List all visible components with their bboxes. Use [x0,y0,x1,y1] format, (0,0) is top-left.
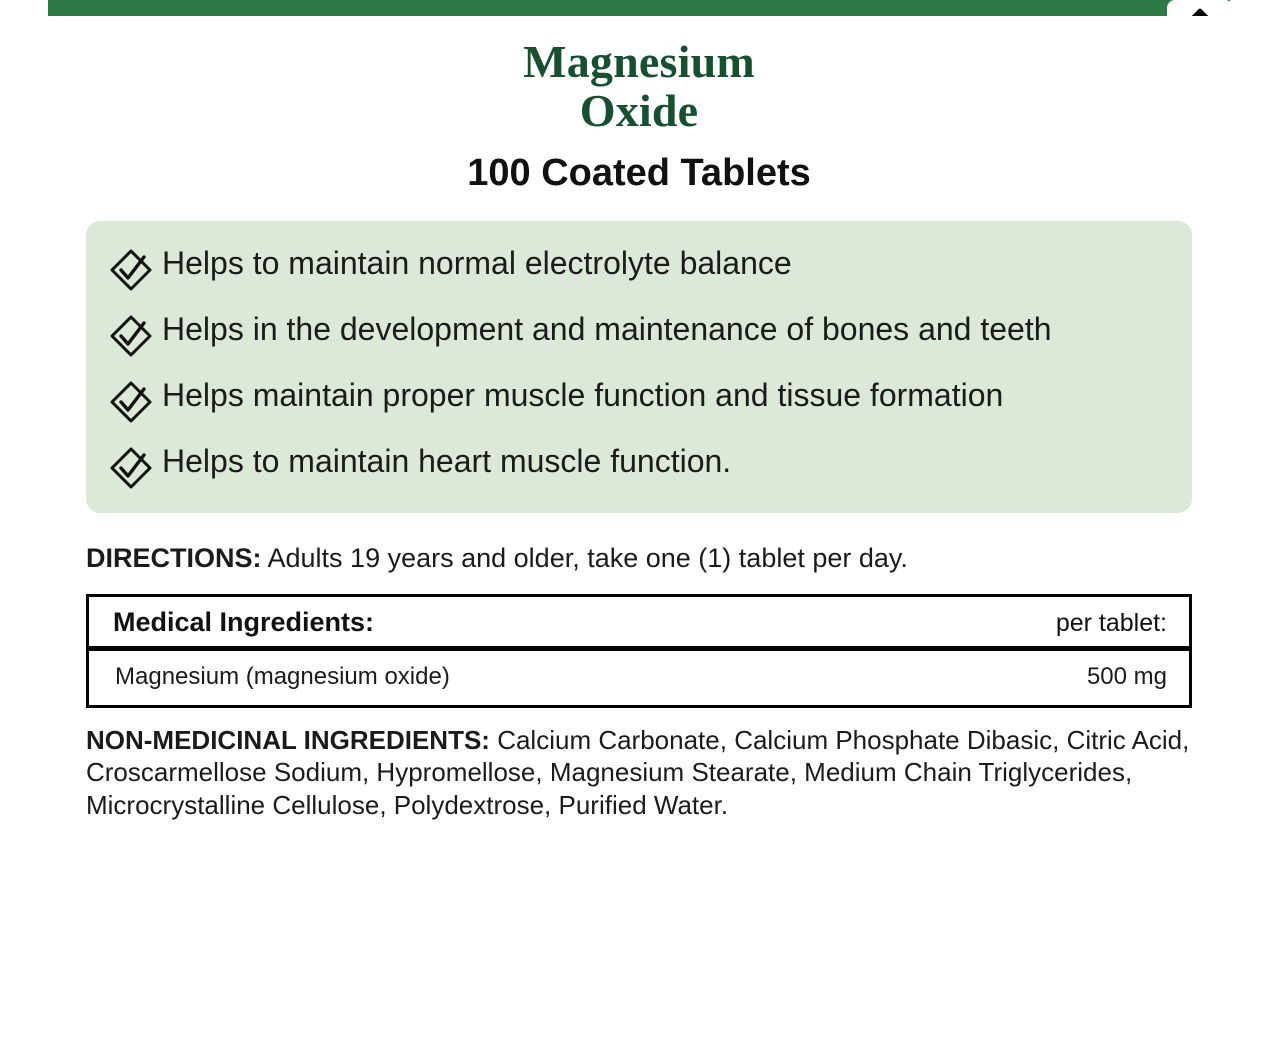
table-header-row [89,597,1189,651]
page-title [48,16,1230,136]
claim-item [108,309,1172,359]
claim-item [108,375,1172,425]
directions-label: DIRECTIONS: [86,542,262,573]
table-row [89,651,1189,705]
non-medicinal-text: Calcium Carbonate, Calcium Phosphate Dibasic, Citric Acid, Croscarmellose Sodium, Hypromellose, Magnesium Stearate, Medium Chain Triglycerides, Microcrystalline Cellulose, Polydextrose, Purified Water. [86,724,1190,821]
check-badge-icon [108,309,156,359]
non-medicinal-label: NON-MEDICINAL INGREDIENTS: [86,724,490,755]
table-header-ingredient: Medical Ingredients: [113,606,375,637]
top-green-bar [48,0,1230,16]
claim-text: Helps in the development and maintenance of bones and teeth [162,310,1052,347]
check-badge-icon [108,441,156,491]
title-line-1: Magnesium [523,36,755,87]
medical-ingredients-table [86,594,1192,708]
non-medicinal-paragraph [86,724,1192,822]
directions-paragraph [86,541,1192,576]
product-label-panel [48,16,1230,1063]
claim-text: Helps to maintain normal electrolyte balance [162,244,792,281]
ingredient-name: Magnesium (magnesium oxide) [115,662,450,690]
claim-item [108,441,1172,491]
tablet-count: 100 Coated Tablets [467,151,811,194]
claim-text: Helps to maintain heart muscle function. [162,442,732,479]
claim-text: Helps maintain proper muscle function and tissue formation [162,376,1004,413]
check-badge-icon [108,375,156,425]
directions-text: Adults 19 years and older, take one (1) tablet per day. [261,542,908,573]
table-header-per-tablet: per tablet: [1055,608,1167,637]
title-line-2: Oxide [579,84,699,136]
claim-item [108,243,1172,293]
check-badge-icon [108,243,156,293]
ingredient-amount: 500 mg [1086,662,1167,690]
claims-panel [86,221,1192,513]
